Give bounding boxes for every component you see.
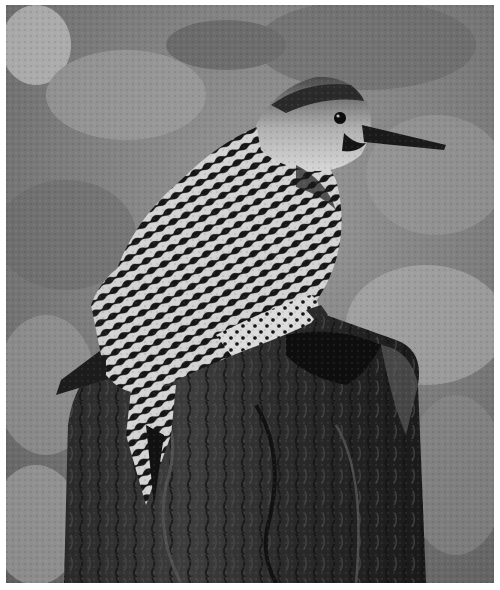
halftone-grain [6,5,494,583]
photo-canvas [6,5,494,583]
bird-photograph [6,5,494,583]
